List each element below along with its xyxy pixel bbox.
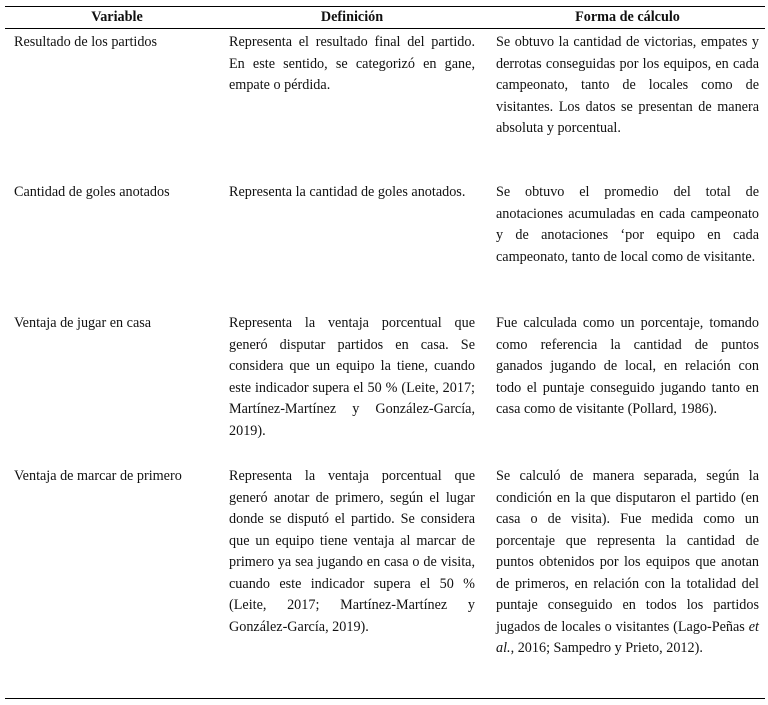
header-definicion: Definición <box>320 9 384 25</box>
cell-definicion: Representa el resultado final del partido. En este sentido, se categorizó en gane, empate o pérdida. <box>229 34 475 93</box>
calculo-text-end: , 2016; Sampedro y Prieto, 2012). <box>510 640 703 656</box>
table-row <box>5 179 765 310</box>
cell-definicion: Representa la ventaja porcentual que generó disputar partidos en casa. Se considera que un equipo la tiene, cuando este indicador supera el 50 % (Leite, 2017; Martínez-Martínez y González-García, 2019). <box>229 315 475 439</box>
cell-definicion: Representa la ventaja porcentual que generó anotar de primero, según el lugar donde se disputó el partido. Se considera que un equipo tiene ventaja al marcar de primero ya sea jugando en casa o de visita, cuando este indicador supera el 50 % (Leite, 2017; Martínez-Martínez y González-García, 2019). <box>229 468 475 635</box>
header-variable: Variable <box>91 9 143 25</box>
variables-table <box>5 6 765 699</box>
table-row <box>5 463 765 698</box>
cell-calculo: Fue calculada como un porcentaje, tomando como referencia la cantidad de puntos ganados jugando de local, en relación con todo el puntaje conseguido jugando tanto en casa como de visitante (Pollard, 1986). <box>496 315 759 417</box>
header-forma-calculo: Forma de cálculo <box>575 9 680 25</box>
table-header <box>5 7 765 29</box>
cell-variable: Ventaja de jugar en casa <box>14 315 152 331</box>
cell-calculo: Se obtuvo el promedio del total de anotaciones acumuladas en cada campeonato y de anotaciones ‘por equipo en cada campeonato, tanto de local como de visitante. <box>496 184 759 265</box>
table-row <box>5 29 765 179</box>
table-row <box>5 310 765 463</box>
cell-variable: Resultado de los partidos <box>14 34 158 50</box>
cell-calculo: Se obtuvo la cantidad de victorias, empates y derrotas conseguidas por los equipos, en cada campeonato, tanto de locales como de visitantes. Los datos se presentan de manera absoluta y porcentual. <box>496 34 759 136</box>
et-al-italic: et al. <box>496 618 759 656</box>
cell-variable: Cantidad de goles anotados <box>14 184 170 200</box>
calculo-text: Se calculó de manera separada, según la condición en la que disputaron el partido (en casa o de visita). Fue medida como un porcentaje que representa la cantidad de puntos obtenidos por los equipos que anotan de primeros, en relación con la totalidad del puntaje conseguido en todos los partidos jugados de locales o visitantes (Lago-Peñas <box>496 468 759 635</box>
cell-calculo <box>478 466 765 698</box>
cell-definicion: Representa la cantidad de goles anotados. <box>229 184 466 200</box>
cell-variable: Ventaja de marcar de primero <box>14 468 182 484</box>
